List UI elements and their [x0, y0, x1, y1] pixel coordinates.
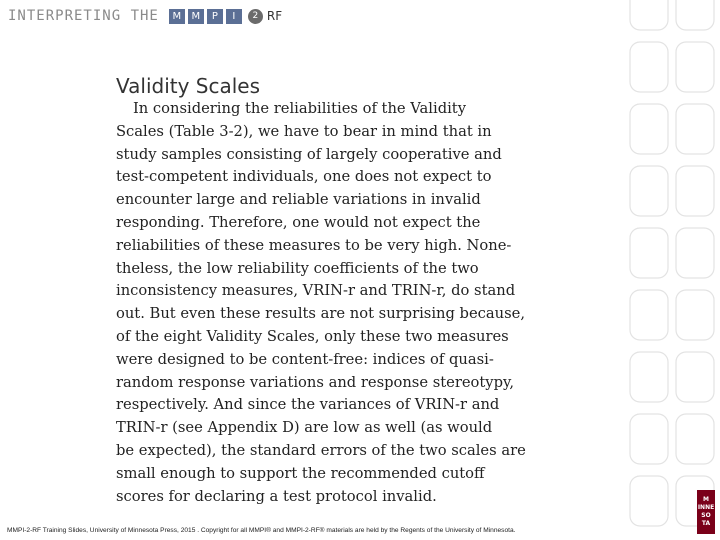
deco-tile [676, 228, 714, 278]
deco-tile [630, 228, 668, 278]
text-line: inconsistency measures, VRIN-r and TRIN-r, do stand [116, 282, 516, 300]
text-line: respectively. And since the variances of VRIN-r and [116, 396, 500, 414]
deco-tile [630, 414, 668, 464]
deco-tile [630, 352, 668, 402]
deco-tile [676, 290, 714, 340]
text-line: be expected), the standard errors of the two scales are [116, 441, 526, 459]
deco-tile [630, 290, 668, 340]
text-line: small enough to support the recommended cutoff [116, 464, 485, 482]
deco-tile [630, 0, 668, 30]
logo-line: INNE [697, 504, 715, 511]
copyright-footer: MMPI-2-RF Training Slides, University of Minnesota Press, 2015 . Copyright for all MMPI® and MMPI-2-RF® materials are held by the Regents of the University of Minnesota. [7, 527, 516, 534]
text-line: random response variations and response stereotypy, [116, 373, 515, 391]
box-p: P [207, 9, 223, 24]
text-line: reliabilities of these measures to be very high. None- [116, 236, 512, 254]
text-line: TRIN-r (see Appendix D) are low as well (as would [116, 419, 493, 437]
text-line: responding. Therefore, one would not expect the [116, 213, 481, 231]
text-line: were designed to be content-free: indices of quasi- [116, 350, 494, 368]
deco-tile [676, 42, 714, 92]
deco-tile [676, 0, 714, 30]
box-m1: M [169, 9, 185, 24]
section-heading: Validity Scales [116, 74, 261, 98]
deco-tile [676, 414, 714, 464]
deco-tile [676, 166, 714, 216]
mmpi-boxes [169, 9, 242, 24]
deco-tile [676, 104, 714, 154]
body-paragraph [116, 98, 531, 508]
deco-tile [630, 104, 668, 154]
text-line: study samples consisting of largely cooperative and [116, 145, 502, 163]
decorative-tile-pattern [622, 0, 720, 540]
brand-prefix: INTERPRETING THE [8, 8, 159, 24]
text-line: theless, the low reliability coefficients of the two [116, 259, 479, 277]
header [8, 6, 282, 26]
deco-tile [630, 166, 668, 216]
box-m2: M [188, 9, 204, 24]
logo-line: SO [701, 512, 711, 519]
version-circle: 2 [248, 9, 263, 24]
text-line: of the eight Validity Scales, only these two measures [116, 327, 509, 345]
text-line: out. But even these results are not surprising because, [116, 305, 525, 323]
university-logo [697, 490, 715, 534]
logo-line: M [703, 496, 709, 503]
brand-suffix: RF [266, 9, 283, 23]
text-line: In considering the reliabilities of the Validity [133, 100, 466, 117]
text-line: test-competent individuals, one does not expect to [116, 168, 492, 186]
deco-tile [630, 42, 668, 92]
logo-line: TA [701, 520, 711, 527]
text-line: encounter large and reliable variations in invalid [116, 191, 481, 209]
text-line: Scales (Table 3-2), we have to bear in mind that in [116, 122, 492, 140]
box-i: I [226, 9, 242, 24]
text-line: scores for declaring a test protocol invalid. [116, 487, 437, 505]
deco-tile [630, 476, 668, 526]
deco-tile [676, 352, 714, 402]
